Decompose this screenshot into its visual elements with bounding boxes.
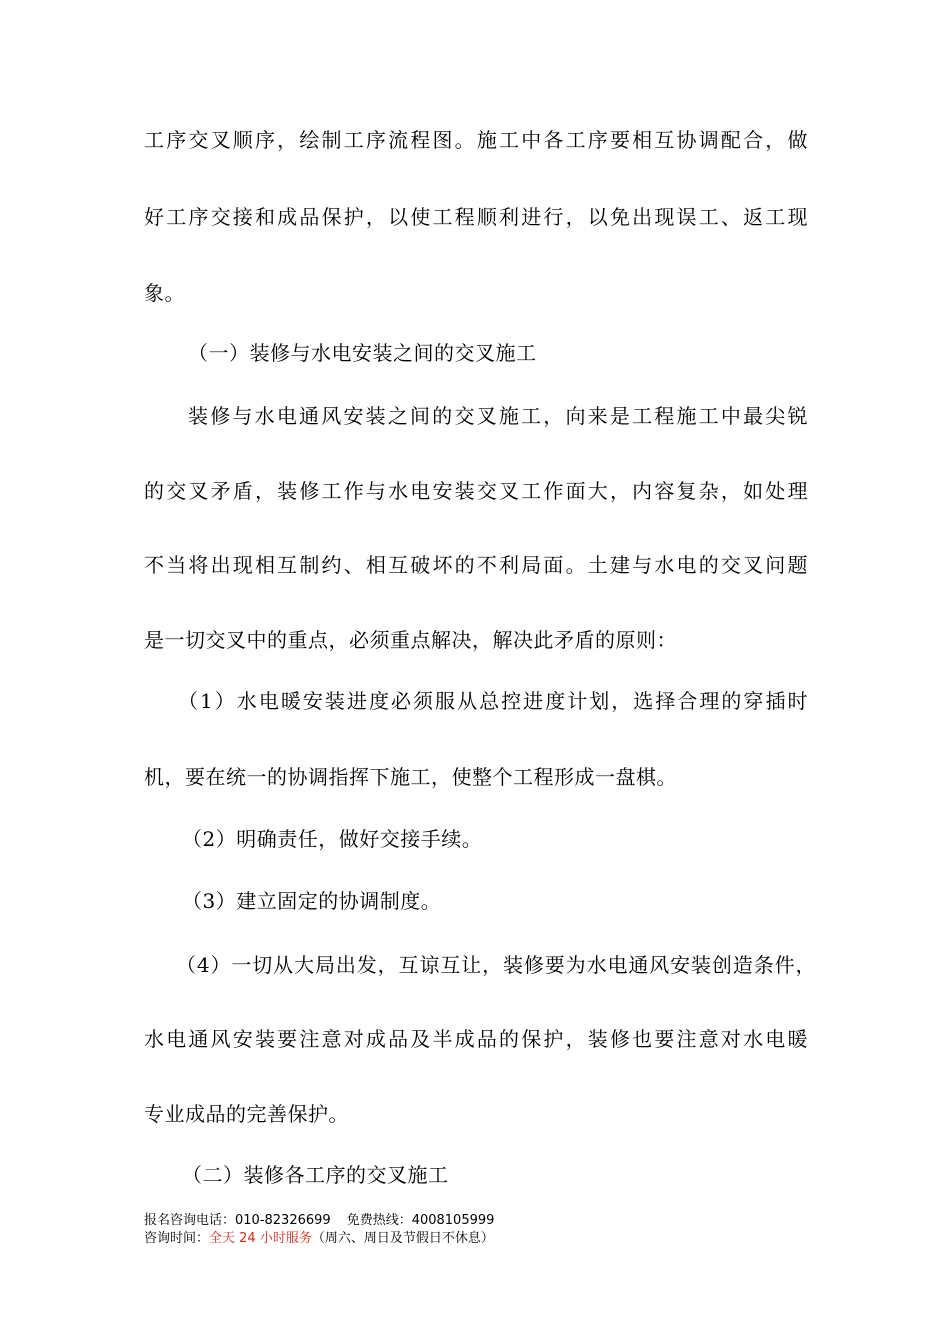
hours-note: （周六、周日及节假日不休息） <box>311 1231 494 1246</box>
paragraph-line: 工序交叉顺序，绘制工序流程图。施工中各工序要相互协调配合，做 <box>144 128 808 152</box>
section-heading: （二）装修各工序的交叉施工 <box>182 1163 449 1187</box>
footer-contact-line <box>144 1213 494 1229</box>
paragraph-line: 象。 <box>144 281 185 305</box>
phone-number: 010-82326699 <box>235 1213 331 1228</box>
phone-label: 报名咨询电话： <box>144 1213 236 1228</box>
paragraph-line: 好工序交接和成品保护，以使工程顺利进行，以免出现误工、返工现 <box>144 205 808 229</box>
footer-hours-line <box>144 1231 494 1247</box>
paragraph-line: 是一切交叉中的重点，必须重点解决，解决此矛盾的原则： <box>144 628 677 652</box>
hotline-label: 免费热线： <box>346 1213 412 1228</box>
list-item: （1）水电暖安装进度必须服从总控进度计划，选择合理的穿插时 <box>178 689 808 713</box>
paragraph-line: 不当将出现相互制约、相互破坏的不利局面。土建与水电的交叉问题 <box>144 553 808 577</box>
list-item: （4）一切从大局出发，互谅互让，装修要为水电通风安装创造条件， <box>176 953 816 977</box>
paragraph-line: 的交叉矛盾，装修工作与水电安装交叉工作面大，内容复杂，如处理 <box>144 479 808 503</box>
paragraph-line: 装修与水电通风安装之间的交叉施工，向来是工程施工中最尖锐 <box>188 404 808 428</box>
paragraph-line: 机，要在统一的协调指挥下施工，使整个工程形成一盘棋。 <box>144 765 677 789</box>
hours-highlight: 全天 24 小时服务 <box>209 1231 312 1246</box>
list-item: （2）明确责任，做好交接手续。 <box>182 827 483 851</box>
list-item: （3）建立固定的协调制度。 <box>182 889 442 913</box>
paragraph-line: 专业成品的完善保护。 <box>144 1102 349 1126</box>
hotline-number: 4008105999 <box>411 1213 495 1228</box>
section-heading: （一）装修与水电安装之间的交叉施工 <box>188 341 537 365</box>
paragraph-line: 水电通风安装要注意对成品及半成品的保护，装修也要注意对水电暖 <box>144 1027 808 1051</box>
hours-label: 咨询时间： <box>144 1231 210 1246</box>
